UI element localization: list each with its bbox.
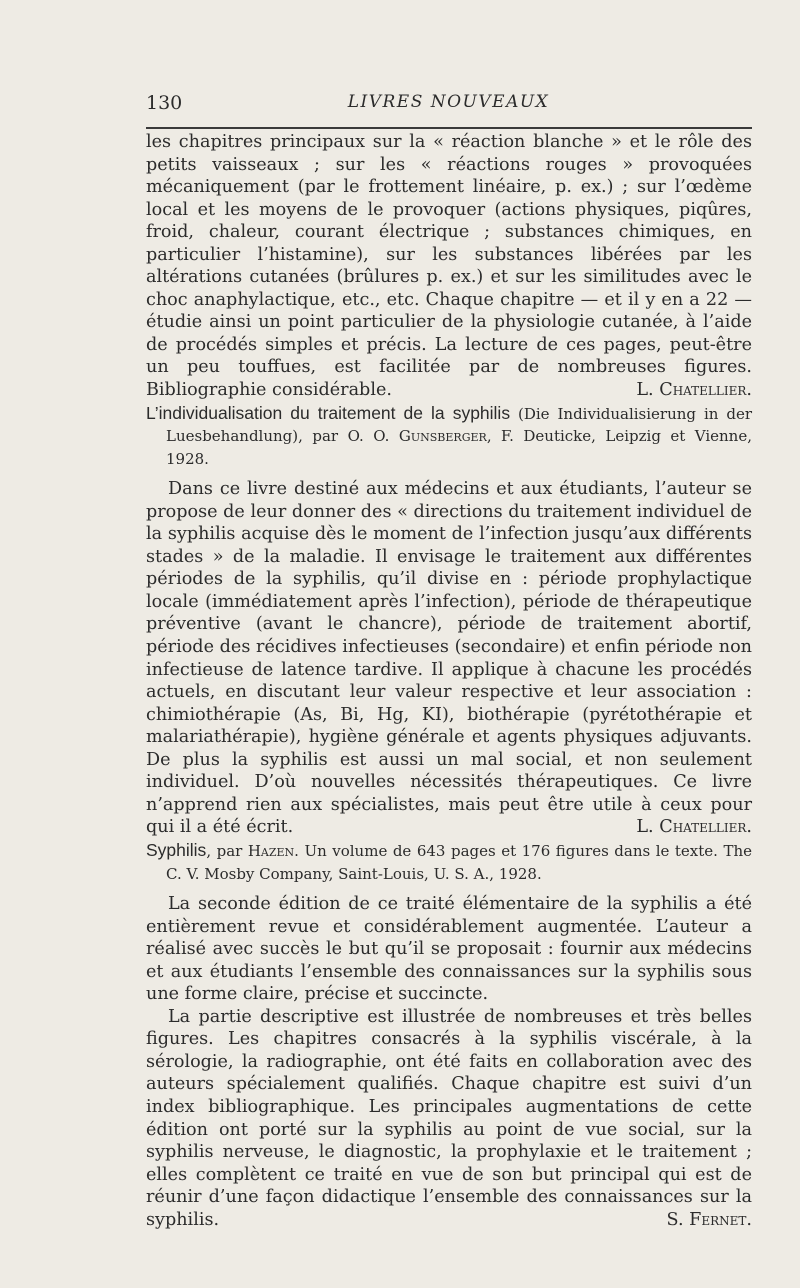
header-rule [146,127,752,129]
review-signature: L. Chatellier. [636,817,752,838]
book-title: Syphilis [146,839,207,860]
continued-review-paragraph [146,131,752,402]
review-text: Dans ce livre destiné aux médecins et aux étudiants, l’auteur se propose de leur donner des « directions du traitement individuel de la syphilis acquise dès le moment de l’infection jusqu’aux différents stades » de la maladie. Il envisage le traitement aux différentes périodes de la syphilis, qu’il divise en : période prophylactique locale (immédiatement après l’infection), période de thérapeutique préventive (avant le chancre), période de traitement abortif, période des récidives infectieuses (secondaire) et enfin période non infectieuse de latence tardive. Il applique à chacune les procédés actuels, en discutant leur valeur respective et leur association : chimiothérapie (As, Bi, Hg, KI), biothérapie (pyrétothérapie et malariathérapie), hygiène générale et agents physiques adjuvants. De plus la syphilis est aussi un mal social, et non seulement individuel. D’où nouvelles nécessités thérapeutiques. Ce livre n’apprend rien aux spécialistes, mais peut être utile à ceux pour qui il a été écrit. [146,479,752,838]
book-author: O. O. Gunsberger [347,427,487,446]
review-signature: S. Fernet. [666,1209,752,1230]
running-title: LIVRES NOUVEAUX [347,92,550,112]
review-paragraph: La seconde édition de ce traité élémentaire de la syphilis a été entièrement revue et considérablement augmentée. L’auteur a réalisé avec succès le but qu’il se proposait : fournir aux médecins et aux étudiants l’ensemble des connaissances sur la syphilis sous une forme claire, précise et succincte. [146,894,752,1005]
book-author: Hazen [247,841,295,860]
review-paragraph [146,478,752,839]
continued-review-text: les chapitres principaux sur la « réaction blanche » et le rôle des petits vaisseaux ; sur les « réactions rouges » provoquées mécaniquement (par le frottement linéaire, p. ex.) ; sur l’œdème local et les moyens de le provoquer (actions physiques, piqûres, froid, chaleur, courant électrique ; substances chimiques, en particulier l’histamine), sur les substances libérées par les altérations cutanées (brûlures p. ex.) et sur les similitudes avec le choc anaphylactique, etc., etc. Chaque chapitre — et il y en a 22 — étudie ainsi un point particulier de la physiologie cutanée, à l’aide de procédés simples et précis. La lecture de ces pages, peut-être un peu touffues, est facilitée par de nombreuses figures. Bibliographie considérable. [146,132,752,401]
book-details: (Die Individualisierung in der Luesbehandlung), par O. O. Gunsberger, F. Deuticke, Leipzig et Vienne, 1928. [166,404,752,468]
book-details: , par Hazen. Un volume de 643 pages et 176 figures dans le texte. The C. V. Mosby Company, Saint-Louis, U. S. A., 1928. [166,841,752,883]
page-content [146,131,752,1231]
book-title: L’individualisation du traitement de la syphilis [146,402,511,423]
review-heading-syphilis [146,839,752,885]
page-number: 130 [146,92,183,114]
review-text: La partie descriptive est illustrée de nombreuses et très belles figures. Les chapitres consacrés à la syphilis viscérale, à la sérologie, la radiographie, ont été faits en collaboration avec des auteurs spécialement qualifiés. Chaque chapitre est suivi d’un index bibliographique. Les principales augmentations de cette édition ont porté sur la syphilis au point de vue social, sur la syphilis nerveuse, le diagnostic, la prophylaxie et le traitement ; elles complètent ce traité en vue de son but principal qui est de réunir d’une façon didactique l’ensemble des connaissances sur la syphilis. [146,1006,752,1230]
review-paragraph [146,1006,752,1231]
review-signature: L. Chatellier. [636,380,752,401]
running-head [146,92,751,116]
review-heading-individualisation [146,402,752,471]
